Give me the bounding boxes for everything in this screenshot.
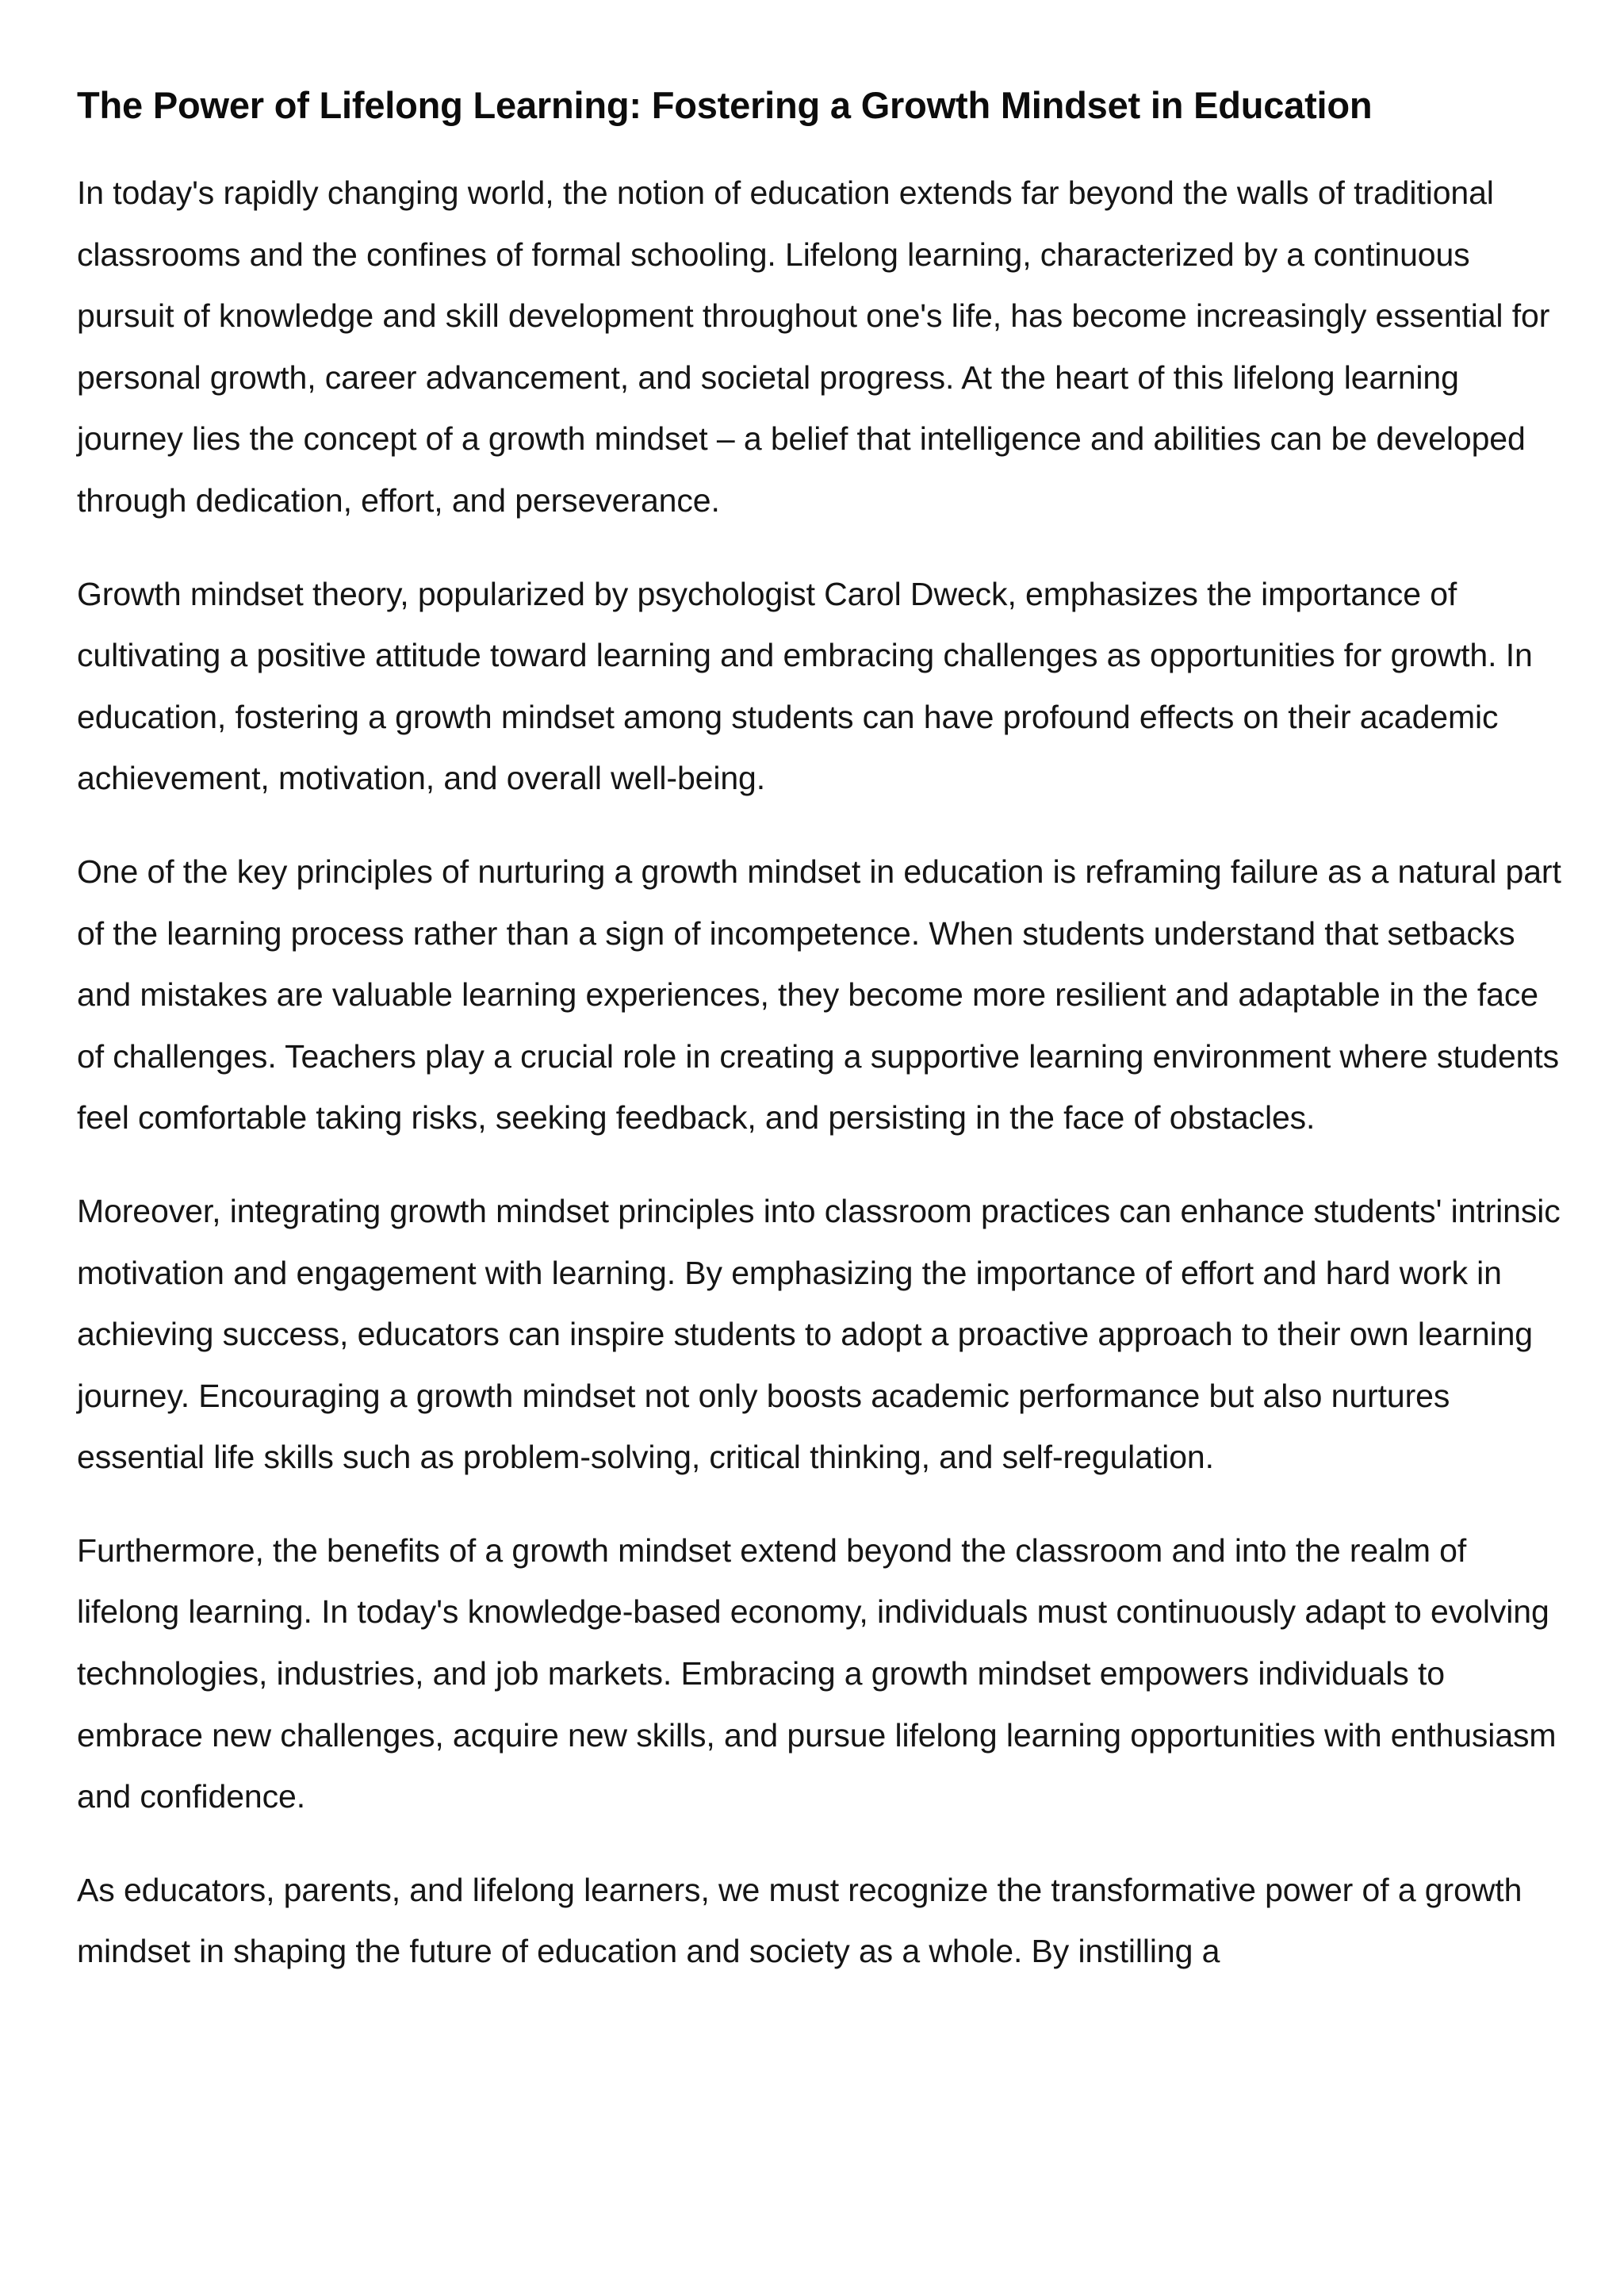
document-body bbox=[77, 163, 1568, 1983]
document-page bbox=[77, 79, 1568, 1983]
paragraph-growth-mindset-theory: Growth mindset theory, popularized by psychologist Carol Dweck, emphasizes the importance of cultivating a positive attitude toward learning and embracing challenges as opportunities for growth. In education, fostering a growth mindset among students can have profound effects on their academic achievement, motivation, and overall well-being. bbox=[77, 575, 1533, 797]
paragraph-introduction: In today's rapidly changing world, the notion of education extends far beyond the walls of traditional classrooms and the confines of formal schooling. Lifelong learning, characterized by a continuous pursuit of knowledge and skill development throughout one's life, has become increasingly essential for personal growth, career advancement, and societal progress. At the heart of this lifelong learning journey lies the concept of a growth mindset – a belief that intelligence and abilities can be developed through dedication, effort, and perseverance. bbox=[77, 174, 1550, 519]
paragraph-lifelong-benefits: Furthermore, the benefits of a growth mindset extend beyond the classroom and into the realm of lifelong learning. In today's knowledge-based economy, individuals must continuously adapt to evolving technologies, industries, and job markets. Embracing a growth mindset empowers individuals to embrace new challenges, acquire new skills, and pursue lifelong learning opportunities with enthusiasm and confidence. bbox=[77, 1531, 1557, 1815]
paragraph-intrinsic-motivation: Moreover, integrating growth mindset principles into classroom practices can enhance students' intrinsic motivation and engagement with learning. By emphasizing the importance of effort and hard work in achieving success, educators can inspire students to adopt a proactive approach to their own learning journey. Encouraging a growth mindset not only boosts academic performance but also nurtures essential life skills such as problem-solving, critical thinking, and self-regulation. bbox=[77, 1192, 1561, 1476]
paragraph-conclusion: As educators, parents, and lifelong learners, we must recognize the transformative power of a growth mindset in shaping the future of education and society as a whole. By instilling a bbox=[77, 1871, 1522, 1970]
paragraph-reframing-failure: One of the key principles of nurturing a growth mindset in education is reframing failure as a natural part of the learning process rather than a sign of incompetence. When students understand that setbacks and mistakes are valuable learning experiences, they become more resilient and adaptable in the face of challenges. Teachers play a crucial role in creating a supportive learning environment where students feel comfortable taking risks, seeking feedback, and persisting in the face of obstacles. bbox=[77, 853, 1561, 1137]
document-title: The Power of Lifelong Learning: Fostering a Growth Mindset in Education bbox=[77, 84, 1373, 126]
